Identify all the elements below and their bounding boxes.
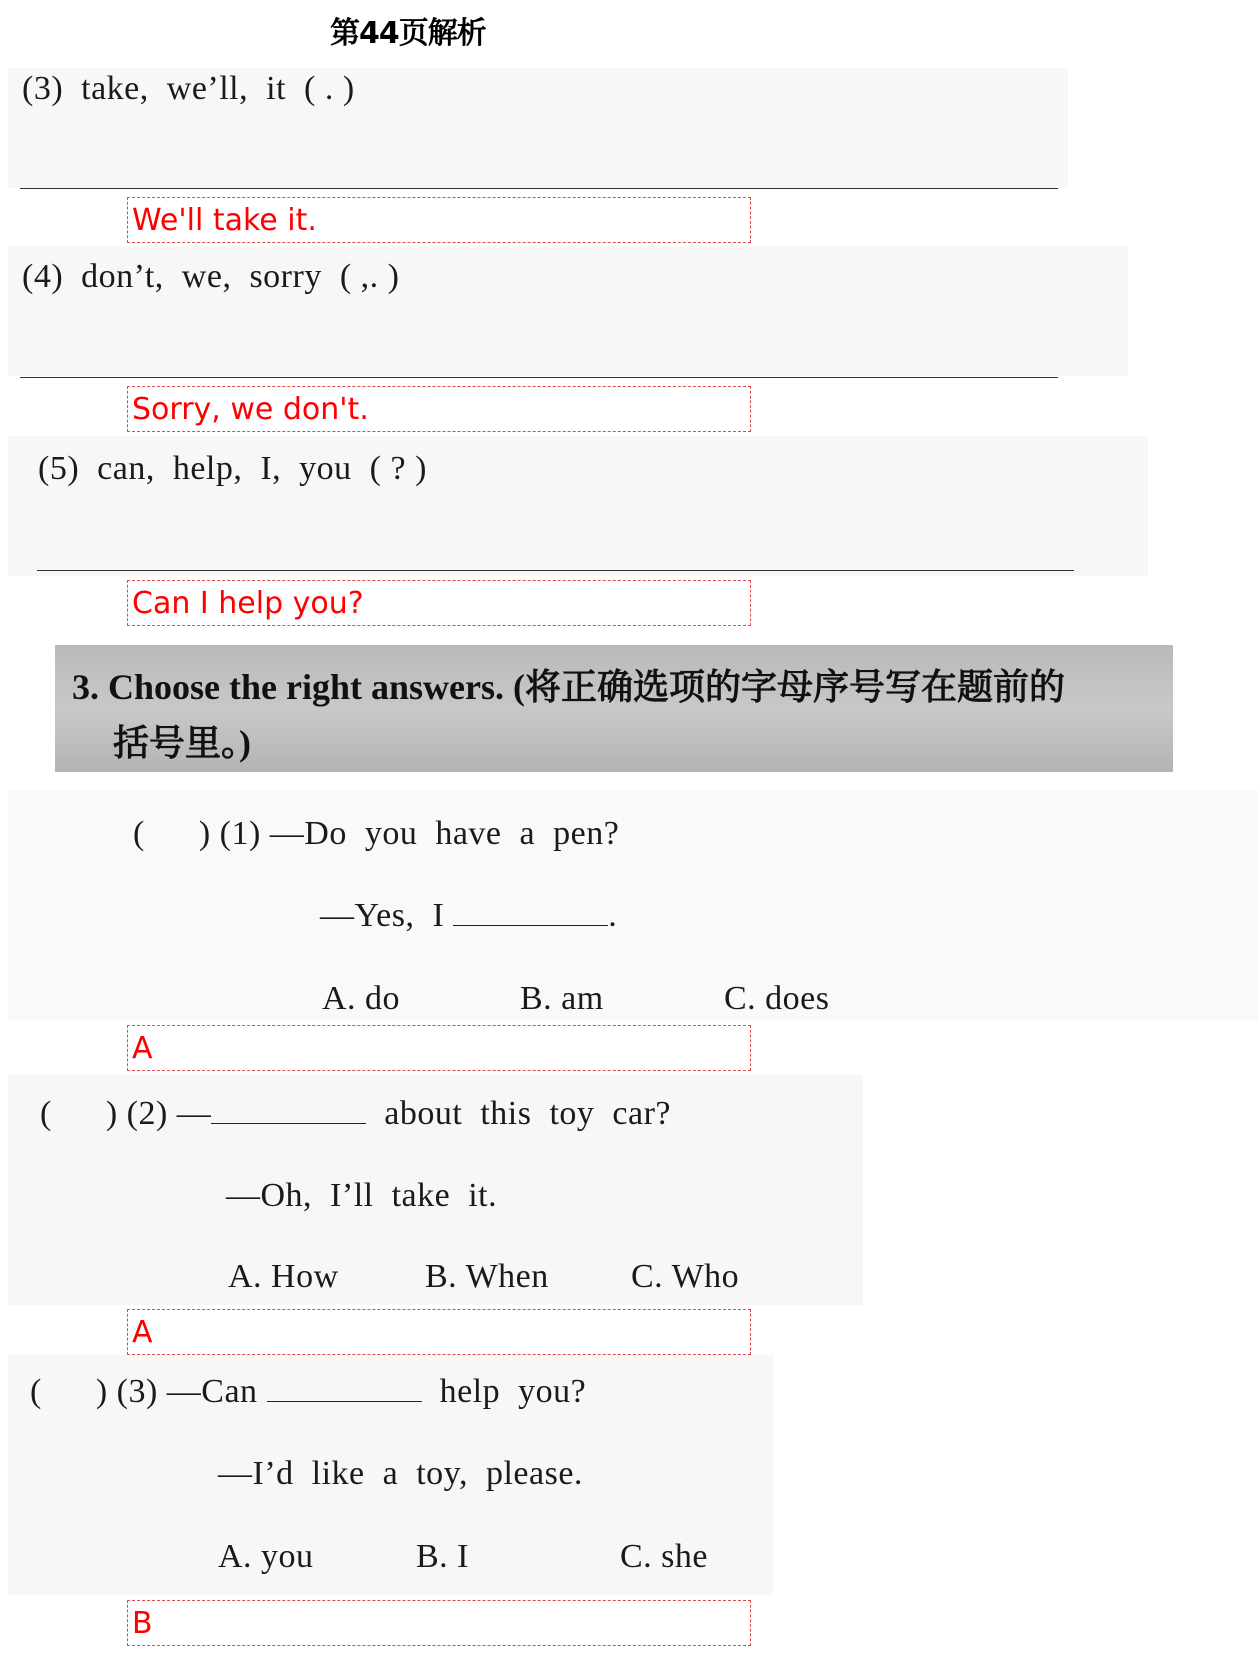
answer-box-choice-3: B <box>127 1600 751 1646</box>
choice-question-2 <box>40 1095 671 1133</box>
question-number: ( ) (2) — <box>40 1095 212 1132</box>
answer-box-reorder-3: We'll take it. <box>127 197 751 243</box>
option-b: B. When <box>425 1258 549 1295</box>
choice-reply-3: —I’d like a toy, please. <box>218 1455 583 1492</box>
reorder-prompt-4: (4) don’t, we, sorry ( ,. ) <box>22 258 400 295</box>
reorder-prompt-3: (3) take, we’ll, it ( . ) <box>22 70 355 107</box>
option-c: C. Who <box>631 1258 740 1295</box>
section-heading-continued: 括号里。) <box>113 723 251 763</box>
fill-blank <box>453 925 608 926</box>
question-end: help you? <box>439 1373 587 1410</box>
choice-reply-1 <box>320 897 617 935</box>
option-b: B. am <box>520 980 604 1017</box>
option-c: C. does <box>724 980 830 1017</box>
choice-reply-2: —Oh, I’ll take it. <box>226 1177 498 1214</box>
answer-box-choice-2: A <box>127 1309 751 1355</box>
option-a: A. How <box>228 1258 339 1295</box>
reorder-prompt-5: (5) can, help, I, you ( ? ) <box>38 450 427 487</box>
answer-box-reorder-4: Sorry, we don't. <box>127 386 751 432</box>
choice-question-1: ( ) (1) —Do you have a pen? <box>133 815 620 852</box>
answer-line <box>20 188 1058 189</box>
answer-line <box>20 377 1058 378</box>
fill-blank <box>267 1401 422 1402</box>
question-number: ( ) (3) —Can <box>30 1373 258 1410</box>
option-b: B. I <box>416 1538 469 1575</box>
fill-blank <box>211 1123 366 1124</box>
section-heading: 3. Choose the right answers. (将正确选项的字母序号写在题前的 <box>72 667 1065 707</box>
reply-text: —Yes, I <box>320 897 445 934</box>
option-c: C. she <box>620 1538 708 1575</box>
reply-end: . <box>608 897 618 934</box>
option-a: A. do <box>322 980 401 1017</box>
answer-box-reorder-5: Can I help you? <box>127 580 751 626</box>
answer-box-choice-1: A <box>127 1025 751 1071</box>
answer-line <box>37 570 1074 571</box>
option-a: A. you <box>218 1538 314 1575</box>
page-title: 第44页解析 <box>330 16 486 51</box>
question-end: about this toy car? <box>384 1095 671 1132</box>
choice-question-3 <box>30 1373 586 1411</box>
